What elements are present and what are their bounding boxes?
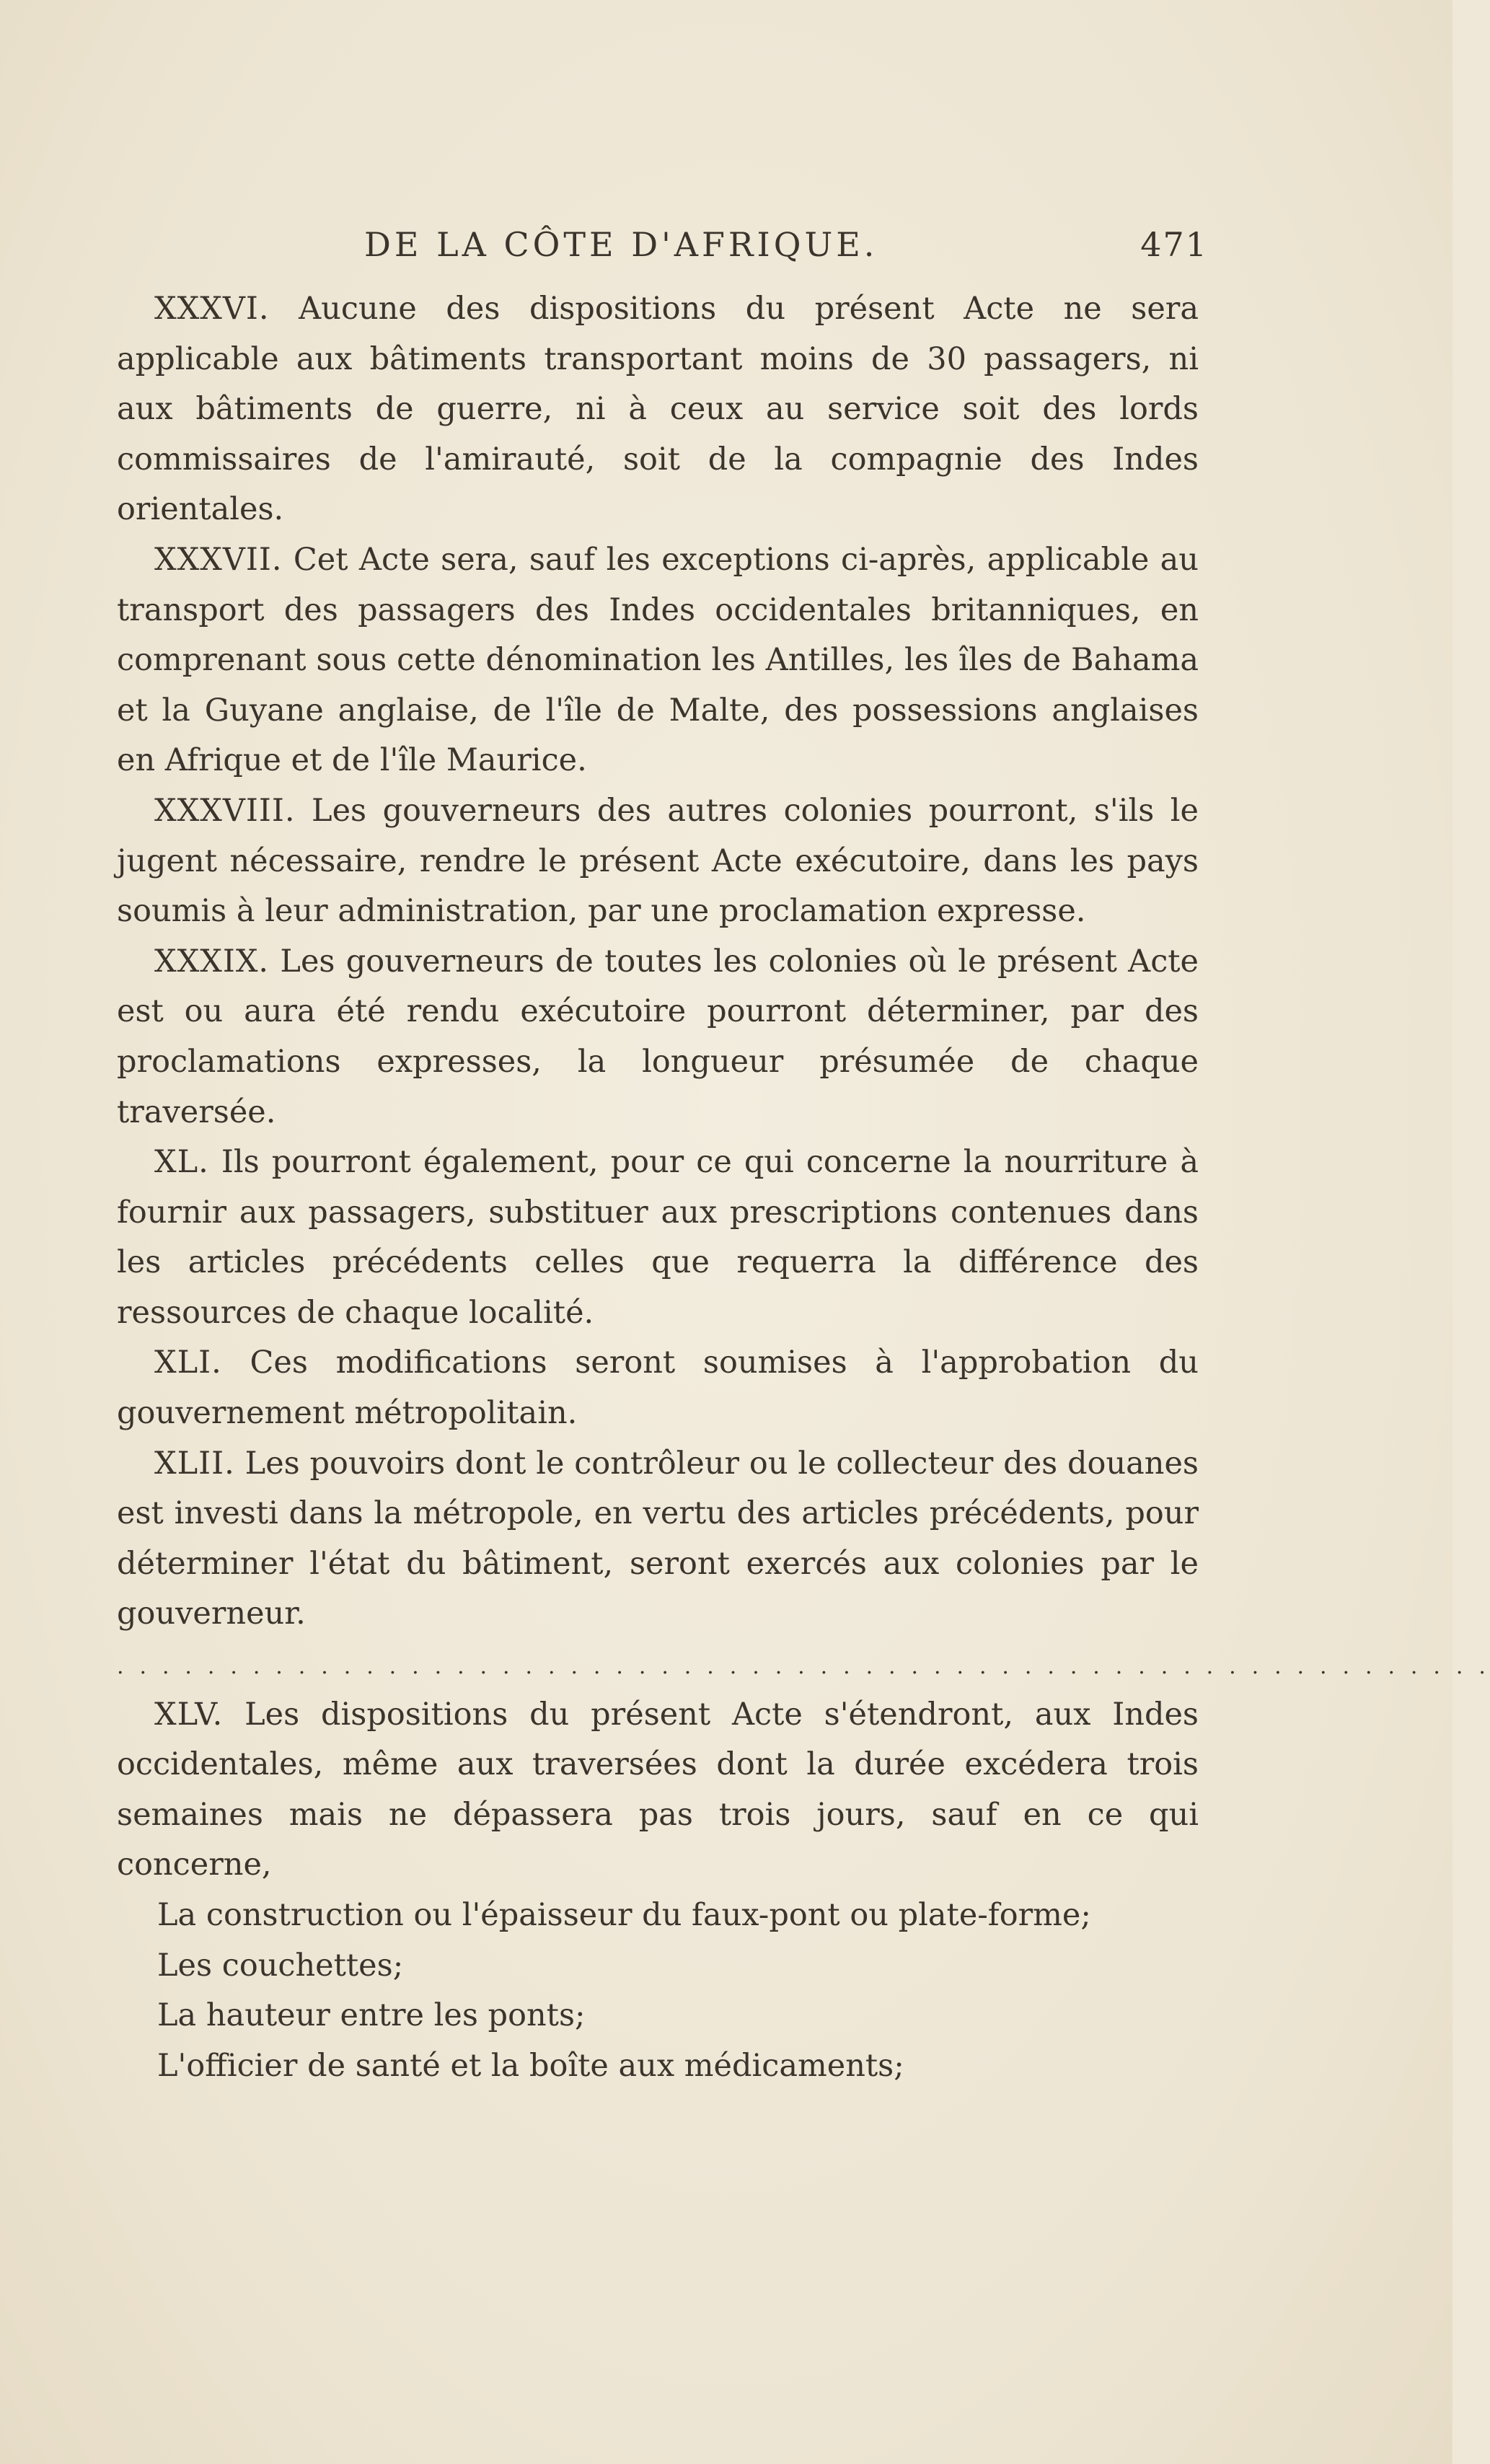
article-37 bbox=[117, 535, 1199, 786]
article-text: Aucune des dispositions du présent Acte ne sera applicable aux bâtiments transportant moins de 30 passagers, ni aux bâtiments de guerre, ni à ceux au service soit des lords commissaires de l'amirauté, soit de la compagnie des Indes orientales. bbox=[117, 291, 1199, 528]
article-text: Cet Acte sera, sauf les exceptions ci-après, applicable au transport des passagers des Indes occidentales britanniques, en comprenant sous cette dénomination les Antilles, les îles de Bahama et la Guyane anglaise, de l'île de Malte, des possessions anglaises en Afrique et de l'île Maurice. bbox=[117, 541, 1199, 779]
article-41 bbox=[117, 1338, 1199, 1438]
exception-item: L'officier de santé et la boîte aux médicaments; bbox=[157, 2047, 904, 2084]
article-text: Ces modifications seront soumises à l'approbation du gouvernement métropolitain. bbox=[117, 1345, 1199, 1432]
article-number: XLII. bbox=[154, 1445, 235, 1482]
article-text: Les dispositions du présent Acte s'étendront, aux Indes occidentales, même aux traversées dont la durée excédera trois semaines mais ne dépassera pas trois jours, sauf en ce qui concerne, bbox=[117, 1696, 1199, 1883]
exception-item: La construction ou l'épaisseur du faux-pont ou plate-forme; bbox=[157, 1897, 1091, 1933]
article-number: XXXVI. bbox=[154, 291, 270, 327]
article-number: XLI. bbox=[154, 1345, 222, 1381]
article-45 bbox=[117, 1690, 1199, 1891]
article-number: XXXVIII. bbox=[154, 792, 296, 829]
article-40 bbox=[117, 1138, 1199, 1338]
article-text: Les gouverneurs de toutes les colonies où le présent Acte est ou aura été rendu exécutoire pourront déterminer, par des proclamations expresses, la longueur présumée de chaque traversée. bbox=[117, 943, 1199, 1130]
article-42 bbox=[117, 1439, 1199, 1640]
exception-item: Les couchettes; bbox=[157, 1947, 404, 1984]
article-text: Les pouvoirs dont le contrôleur ou le collecteur des douanes est investi dans la métropole, en vertu des articles précédents, pour déterminer l'état du bâtiment, seront exercés aux colonies par le gouverneur. bbox=[117, 1445, 1199, 1632]
article-39 bbox=[117, 937, 1199, 1138]
exception-item: La hauteur entre les ponts; bbox=[157, 1997, 586, 2034]
article-number: XLV. bbox=[154, 1696, 224, 1733]
article-number: XXXVII. bbox=[154, 541, 283, 578]
article-38 bbox=[117, 786, 1199, 937]
article-text: Les gouverneurs des autres colonies pourront, s'ils le jugent nécessaire, rendre le présent Acte exécutoire, dans les pays soumis à leur administration, par une proclamation expresse. bbox=[117, 792, 1199, 930]
article-number: XXXIX. bbox=[154, 943, 270, 980]
article-text: Ils pourront également, pour ce qui concerne la nourriture à fournir aux passagers, substituer aux prescriptions contenues dans les articles précédents celles que requerra la différence des ressources de chaque localité. bbox=[117, 1144, 1199, 1331]
article-36 bbox=[117, 284, 1199, 535]
running-title: DE LA CÔTE D'AFRIQUE. bbox=[364, 225, 878, 264]
elision-dots: . . . . . . . . . . . . . . . . . . . . . . . . . . . . . . . . . . . . . . . . . . . . . . . . . . . . . . . . . . . . . bbox=[117, 1654, 1490, 1680]
body-text bbox=[117, 284, 1490, 2091]
page-number: 471 bbox=[1140, 225, 1208, 264]
article-number: XL. bbox=[154, 1144, 209, 1181]
running-head bbox=[364, 225, 1208, 268]
